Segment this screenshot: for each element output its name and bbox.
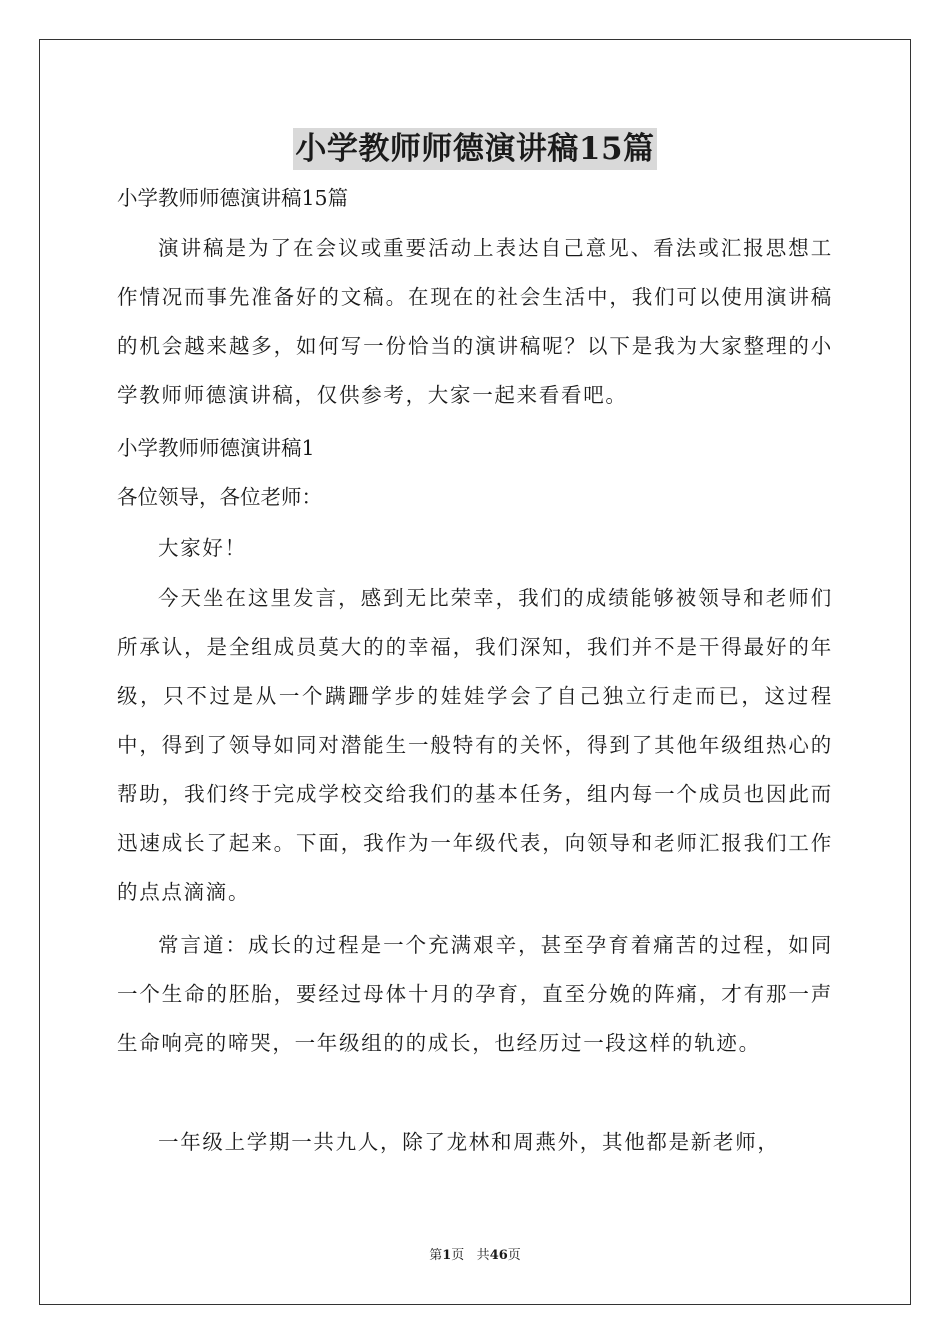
total-prefix: 共 [476,1248,490,1263]
body-paragraph-2: 常言道：成长的过程是一个充满艰辛，甚至孕育着痛苦的过程，如同一个生命的胚胎，要经过母体十月的孕育，直至分娩的阵痛，才有那一声生命响亮的啼哭，一年级组的的成长，也经历过一段这样的轨迹。 [117,933,833,1055]
page-prefix: 第 [429,1248,443,1263]
title-container [0,128,950,170]
body-paragraph-3: 一年级上学期一共九人，除了龙林和周燕外，其他都是新老师， [158,1130,780,1154]
total-pages: 46 [489,1248,508,1263]
total-suffix: 页 [507,1248,521,1263]
page-number: 1 [442,1248,452,1263]
document-title: 小学教师师德演讲稿15篇 [293,128,656,170]
body-paragraph-1: 今天坐在这里发言，感到无比荣幸，我们的成绩能够被领导和老师们所承认，是全组成员莫大的的幸福，我们深知，我们并不是干得最好的年级，只不过是从一个蹒跚学步的娃娃学会了自己独立行走而已，这过程中，得到了领导如同对潜能生一般特有的关怀，得到了其他年级组热心的帮助，我们终于完成学校交给我们的基本任务，组内每一个成员也因此而迅速成长了起来。下面，我作为一年级代表，向领导和老师汇报我们工作的点点滴滴。 [117,586,833,904]
page-footer [0,1247,950,1265]
salutation: 各位领导，各位老师： [117,485,322,509]
section-heading: 小学教师师德演讲稿1 [117,436,315,460]
greeting: 大家好！ [158,536,247,560]
document-subtitle: 小学教师师德演讲稿15篇 [117,186,349,210]
intro-paragraph: 演讲稿是为了在会议或重要活动上表达自己意见、看法或汇报思想工作情况而事先准备好的文稿。在现在的社会生活中，我们可以使用演讲稿的机会越来越多，如何写一份恰当的演讲稿呢？以下是我为大家整理的小学教师师德演讲稿，仅供参考，大家一起来看看吧。 [117,236,833,407]
page-suffix: 页 [451,1248,465,1263]
